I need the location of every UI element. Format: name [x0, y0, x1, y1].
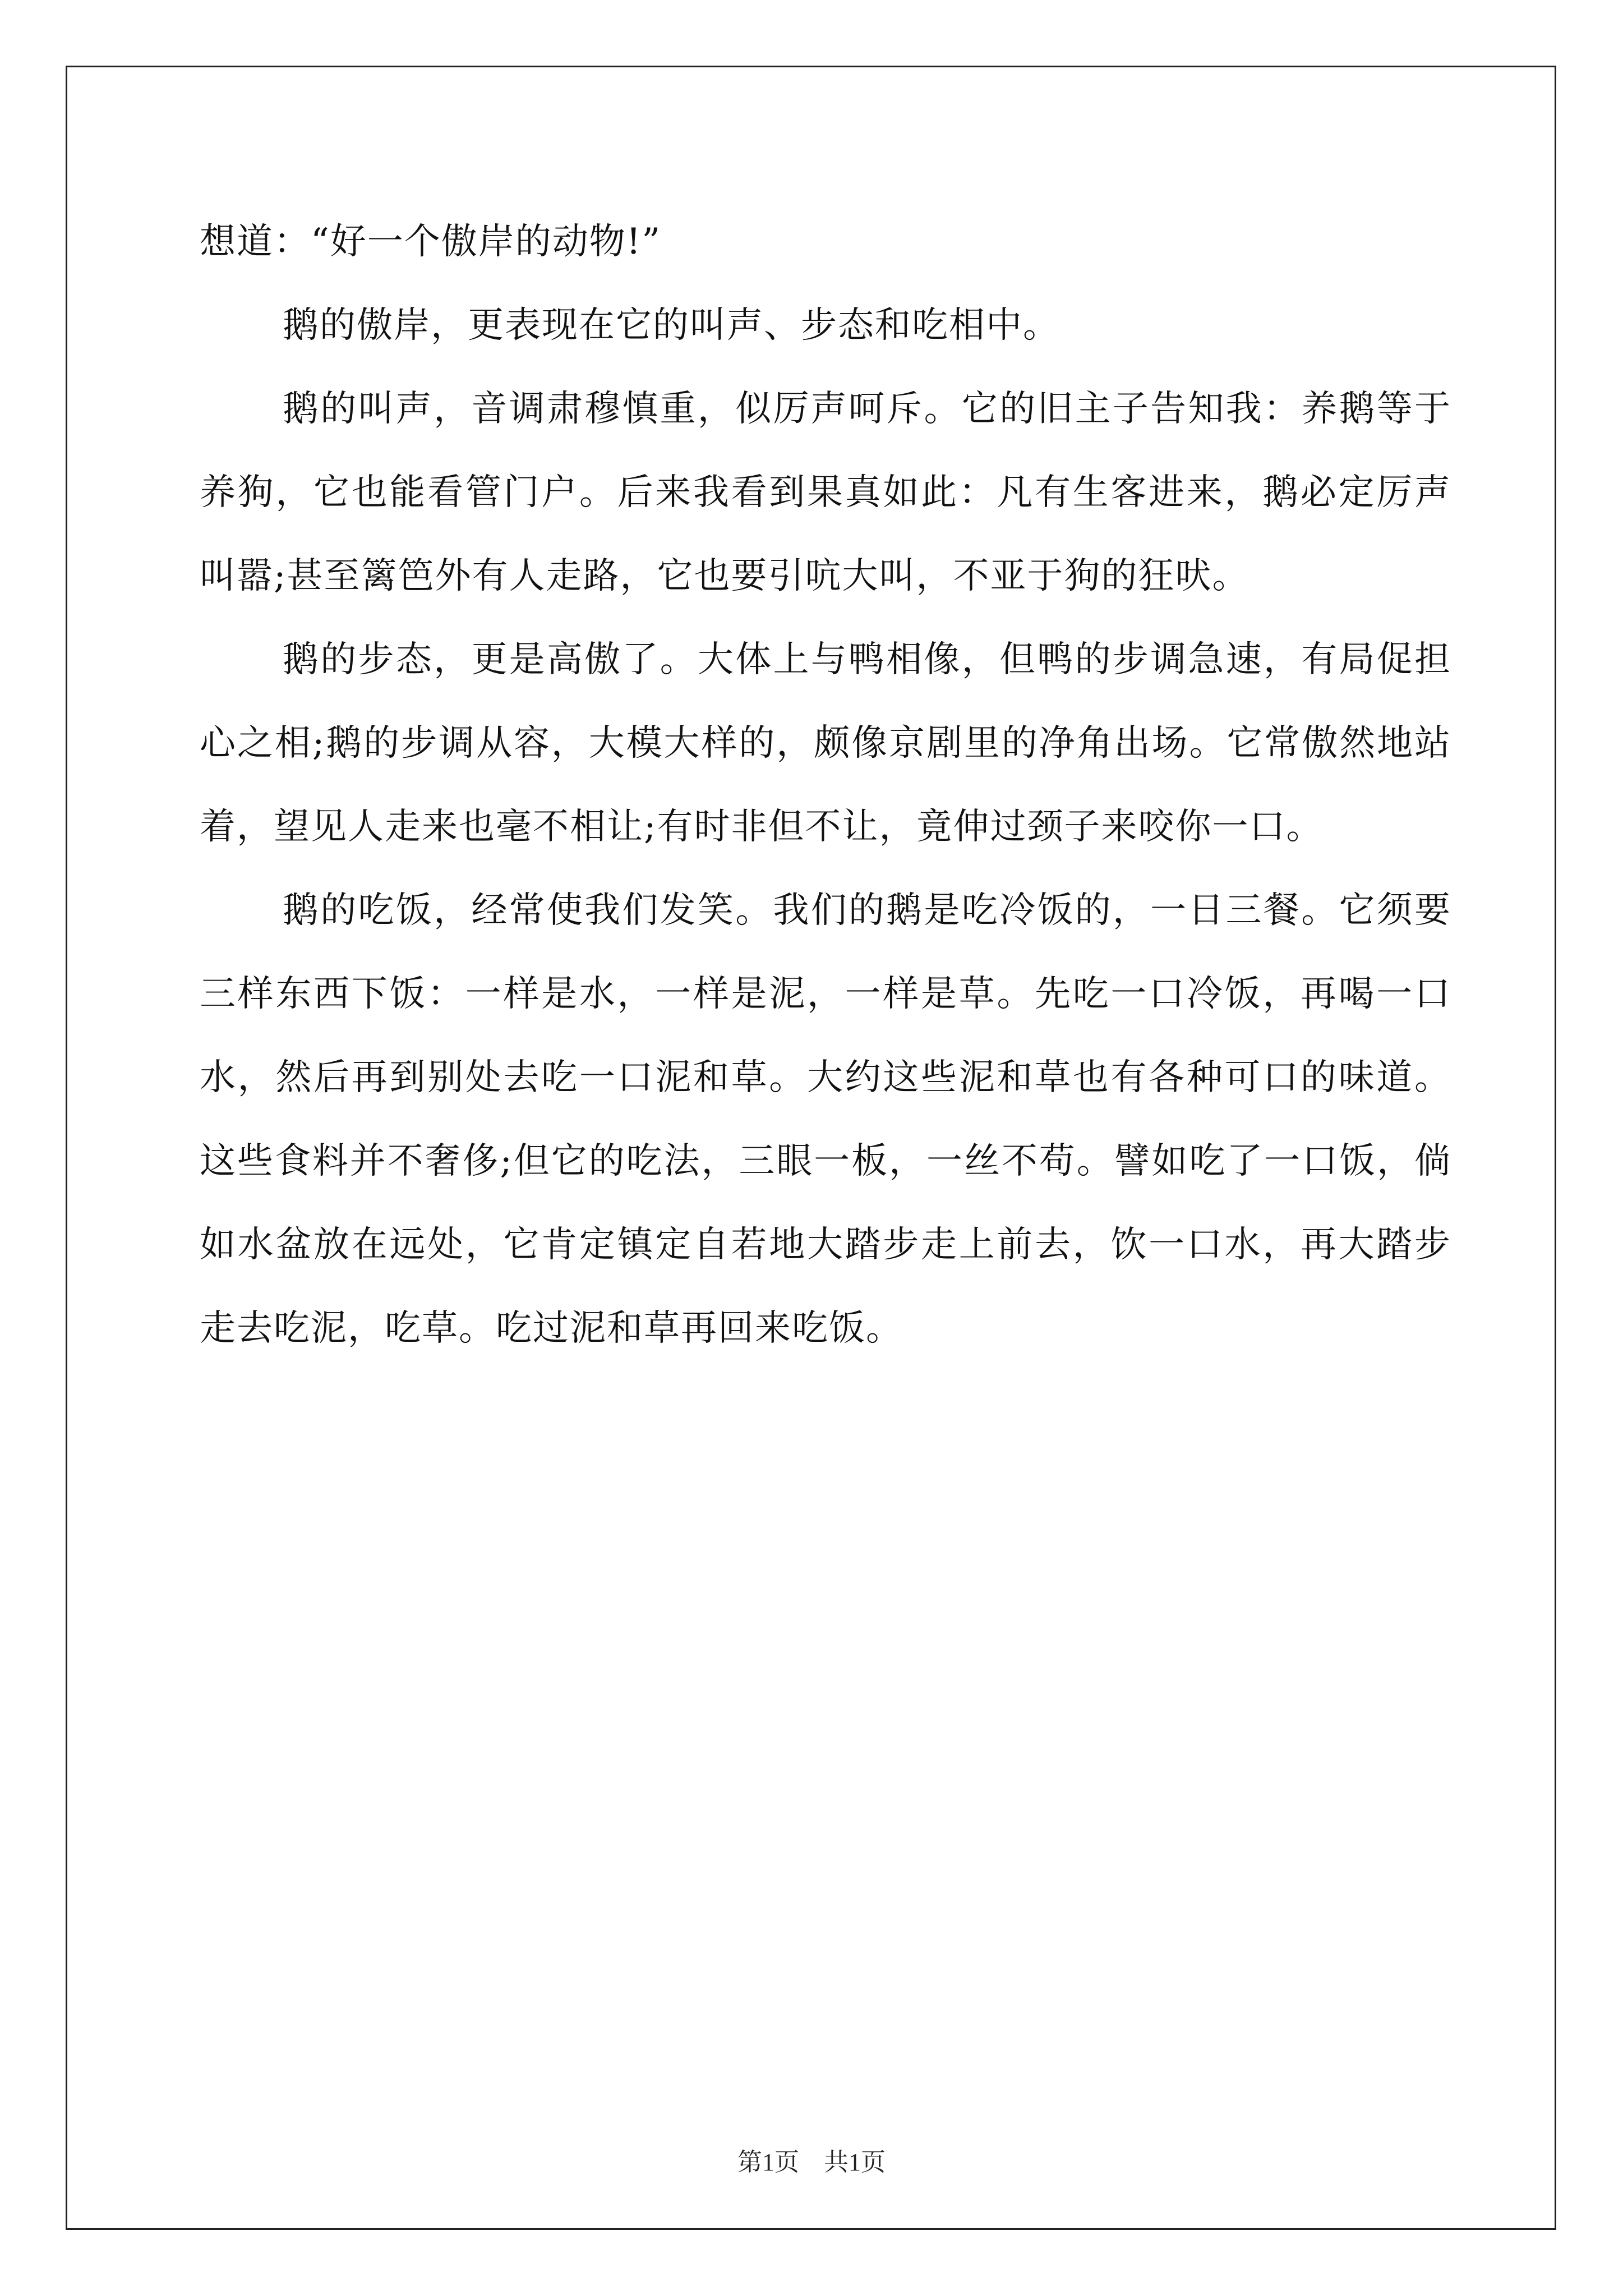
paragraph-2: 鹅的傲岸，更表现在它的叫声、步态和吃相中。	[283, 305, 1060, 346]
page-total: 共1页	[824, 2148, 886, 2176]
page-footer	[0, 2146, 1623, 2179]
document-body	[200, 200, 1451, 1370]
paragraph-4: 鹅的步态，更是高傲了。大体上与鸭相像，但鸭的步调急速，有局促担心之相;鹅的步调从容，大模大样的，颇像京剧里的净角出场。它常傲然地站着，望见人走来也毫不相让;有时非但不让，竟伸过颈子来咬你一口。	[200, 639, 1451, 848]
paragraph-5: 鹅的吃饭，经常使我们发笑。我们的鹅是吃冷饭的，一日三餐。它须要三样东西下饭：一样是水，一样是泥，一样是草。先吃一口冷饭，再喝一口水，然后再到别处去吃一口泥和草。大约这些泥和草也有各种可口的味道。这些食料并不奢侈;但它的吃法，三眼一板，一丝不苟。譬如吃了一口饭，倘如水盆放在远处，它肯定镇定自若地大踏步走上前去，饮一口水，再大踏步走去吃泥，吃草。吃过泥和草再回来吃饭。	[200, 890, 1451, 1349]
paragraph-3: 鹅的叫声，音调肃穆慎重，似厉声呵斥。它的旧主子告知我：养鹅等于养狗，它也能看管门户。后来我看到果真如此：凡有生客进来，鹅必定厉声叫嚣;甚至篱笆外有人走路，它也要引吭大叫，不亚于狗的狂吠。	[200, 388, 1451, 597]
paragraph-1: 想道：“好一个傲岸的动物!”	[200, 221, 662, 263]
page-number: 第1页	[737, 2148, 799, 2176]
